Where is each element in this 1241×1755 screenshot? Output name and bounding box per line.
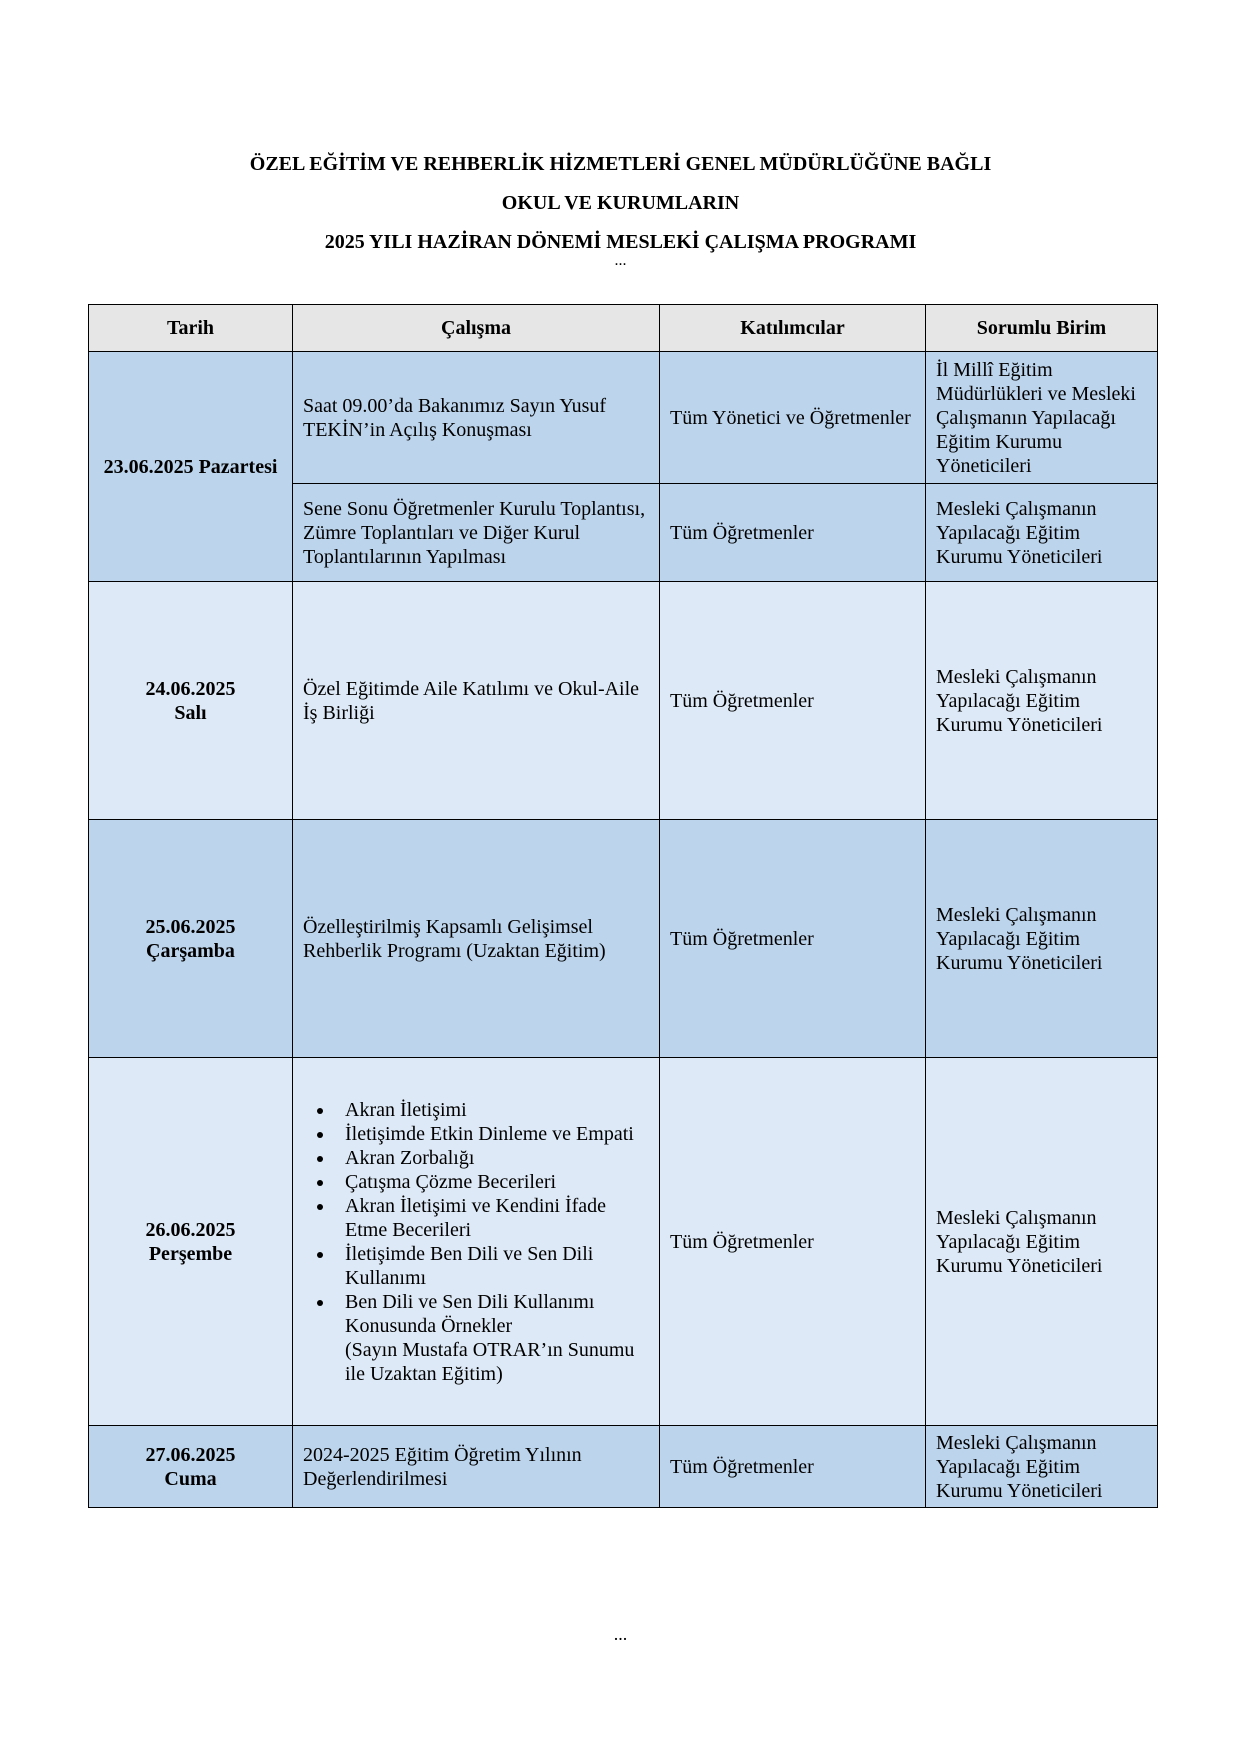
day-text: Perşembe — [148, 1242, 233, 1265]
date-cell — [89, 820, 293, 1058]
responsible-cell: Mesleki Çalışmanın Yapılacağı Eğitim Kurumu Yöneticileri — [926, 484, 1158, 582]
activity-cell: 2024-2025 Eğitim Öğretim Yılının Değerlendirilmesi — [293, 1426, 660, 1508]
responsible-cell: İl Millî Eğitim Müdürlükleri ve Mesleki Çalışmanın Yapılacağı Eğitim Kurumu Yöneticileri — [926, 352, 1158, 484]
date-cell — [89, 1426, 293, 1508]
column-header-sorumlu-birim: Sorumlu Birim — [926, 305, 1158, 352]
table-row — [89, 352, 1158, 484]
list-item: • Akran Zorbalığı — [335, 1146, 649, 1170]
program-table — [88, 304, 1158, 1508]
date-text: 27.06.2025 — [145, 1443, 236, 1466]
topic-list — [303, 1098, 649, 1338]
participants-cell: Tüm Öğretmenler — [660, 1426, 926, 1508]
responsible-cell: Mesleki Çalışmanın Yapılacağı Eğitim Kurumu Yöneticileri — [926, 820, 1158, 1058]
date-text: 24.06.2025 — [145, 677, 236, 700]
responsible-cell: Mesleki Çalışmanın Yapılacağı Eğitim Kurumu Yöneticileri — [926, 582, 1158, 820]
date-cell — [89, 1058, 293, 1426]
column-header-calisma: Çalışma — [293, 305, 660, 352]
title-ellipsis: ... — [614, 252, 627, 269]
date-cell — [89, 582, 293, 820]
list-item: • Akran İletişimi — [335, 1098, 649, 1122]
table-row — [89, 1426, 1158, 1508]
day-text: Cuma — [164, 1467, 217, 1490]
participants-cell: Tüm Yönetici ve Öğretmenler — [660, 352, 926, 484]
activity-cell: Saat 09.00’da Bakanımız Sayın Yusuf TEKİN’in Açılış Konuşması — [293, 352, 660, 484]
responsible-cell: Mesleki Çalışmanın Yapılacağı Eğitim Kurumu Yöneticileri — [926, 1426, 1158, 1508]
footer-ellipsis: ... — [613, 1624, 628, 1644]
day-text: Salı — [174, 701, 207, 724]
column-header-tarih: Tarih — [89, 305, 293, 352]
list-item: • İletişimde Ben Dili ve Sen Dili Kullanımı — [335, 1242, 649, 1290]
participants-cell: Tüm Öğretmenler — [660, 484, 926, 582]
participants-cell: Tüm Öğretmenler — [660, 820, 926, 1058]
topic-note: (Sayın Mustafa OTRAR’ın Sunumu ile Uzaktan Eğitim) — [345, 1338, 635, 1385]
list-item: • Akran İletişimi ve Kendini İfade Etme Becerileri — [335, 1194, 649, 1242]
participants-cell: Tüm Öğretmenler — [660, 1058, 926, 1426]
date-text: 26.06.2025 — [145, 1218, 236, 1241]
table-row — [89, 582, 1158, 820]
list-item: • Ben Dili ve Sen Dili Kullanımı Konusunda Örnekler — [335, 1290, 649, 1338]
date-text: 23.06.2025 Pazartesi — [103, 455, 278, 478]
title-line-3: 2025 YILI HAZİRAN DÖNEMİ MESLEKİ ÇALIŞMA PROGRAMI — [324, 231, 917, 253]
date-cell — [89, 352, 293, 582]
title-line-2: OKUL VE KURUMLARIN — [501, 192, 740, 214]
participants-cell: Tüm Öğretmenler — [660, 582, 926, 820]
activity-cell: Özelleştirilmiş Kapsamlı Gelişimsel Rehberlik Programı (Uzaktan Eğitim) — [293, 820, 660, 1058]
column-header-katilimcilar: Katılımcılar — [660, 305, 926, 352]
table-header-row — [89, 305, 1158, 352]
day-text: Çarşamba — [146, 939, 235, 962]
list-item: • Çatışma Çözme Becerileri — [335, 1170, 649, 1194]
table-row — [89, 1058, 1158, 1426]
responsible-cell: Mesleki Çalışmanın Yapılacağı Eğitim Kurumu Yöneticileri — [926, 1058, 1158, 1426]
table-row — [89, 820, 1158, 1058]
activity-cell: Sene Sonu Öğretmenler Kurulu Toplantısı, Zümre Toplantıları ve Diğer Kurul Toplantılarının Yapılması — [293, 484, 660, 582]
list-item: • İletişimde Etkin Dinleme ve Empati — [335, 1122, 649, 1146]
date-text: 25.06.2025 — [145, 915, 236, 938]
activity-cell: Özel Eğitimde Aile Katılımı ve Okul-Aile İş Birliği — [293, 582, 660, 820]
activity-cell — [293, 1058, 660, 1426]
title-line-1: ÖZEL EĞİTİM VE REHBERLİK HİZMETLERİ GENEL MÜDÜRLÜĞÜNE BAĞLI — [249, 153, 992, 175]
